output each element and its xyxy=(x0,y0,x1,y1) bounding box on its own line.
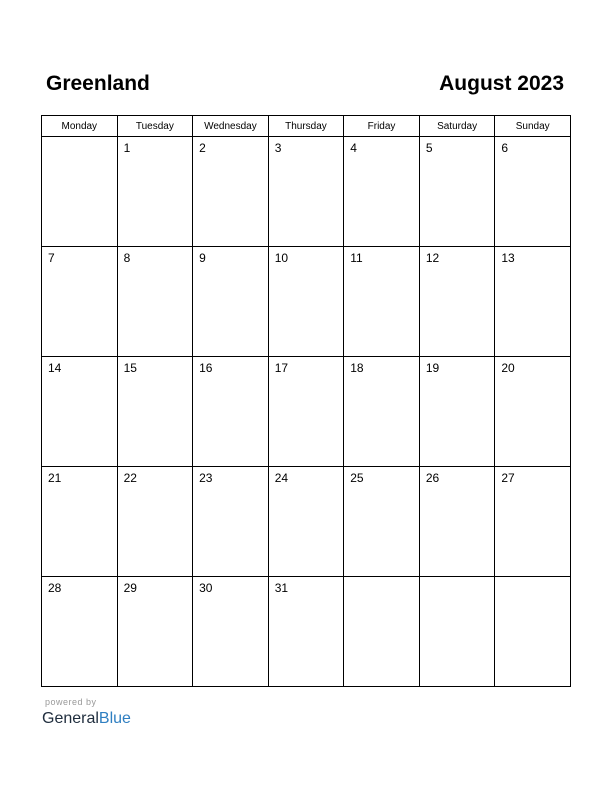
week-row xyxy=(42,137,571,247)
day-cell xyxy=(268,467,344,577)
day-cell xyxy=(268,137,344,247)
day-cell xyxy=(268,357,344,467)
day-number: 20 xyxy=(501,361,515,375)
day-number: 15 xyxy=(123,361,137,375)
day-cell xyxy=(42,247,118,357)
day-number: 18 xyxy=(350,361,364,375)
day-cell xyxy=(495,357,571,467)
week-row xyxy=(42,357,571,467)
day-cell xyxy=(193,137,269,247)
day-number: 28 xyxy=(48,581,62,595)
day-number xyxy=(344,577,419,581)
day-cell xyxy=(419,577,495,687)
day-cell xyxy=(268,577,344,687)
day-number: 10 xyxy=(274,251,289,265)
day-cell xyxy=(419,247,495,357)
weekday-header: Thursday xyxy=(268,116,344,137)
day-number: 5 xyxy=(425,141,433,155)
day-number: 26 xyxy=(425,471,440,485)
day-cell xyxy=(495,247,571,357)
day-number: 21 xyxy=(48,471,62,485)
day-cell xyxy=(193,467,269,577)
week-row xyxy=(42,467,571,577)
day-number: 16 xyxy=(199,361,213,375)
day-cell xyxy=(419,357,495,467)
day-number: 7 xyxy=(48,251,55,265)
day-cell xyxy=(117,577,193,687)
day-number: 17 xyxy=(274,361,289,375)
day-cell xyxy=(344,357,420,467)
brand-general-text: General xyxy=(42,710,99,727)
weekday-header: Tuesday xyxy=(117,116,193,137)
weekday-header: Monday xyxy=(42,116,118,137)
day-cell xyxy=(495,137,571,247)
day-cell xyxy=(344,137,420,247)
day-number: 4 xyxy=(350,141,357,155)
day-cell xyxy=(344,577,420,687)
day-number: 1 xyxy=(123,141,131,155)
day-number xyxy=(420,577,495,581)
weekday-header: Friday xyxy=(344,116,420,137)
day-number: 11 xyxy=(350,251,363,265)
week-row xyxy=(42,577,571,687)
day-number: 12 xyxy=(425,251,440,265)
day-number: 3 xyxy=(274,141,282,155)
day-number: 25 xyxy=(350,471,364,485)
day-number: 27 xyxy=(501,471,515,485)
day-number xyxy=(495,577,570,581)
brand-blue-text: Blue xyxy=(98,710,131,727)
day-number: 30 xyxy=(199,581,213,595)
day-number: 29 xyxy=(123,581,137,595)
day-cell xyxy=(117,467,193,577)
weekday-header: Sunday xyxy=(495,116,571,137)
day-number xyxy=(42,137,117,141)
day-number: 22 xyxy=(123,471,137,485)
day-cell xyxy=(117,247,193,357)
day-cell xyxy=(42,467,118,577)
day-cell xyxy=(193,357,269,467)
month-year-title: August 2023 xyxy=(439,72,564,95)
day-cell xyxy=(193,247,269,357)
day-cell xyxy=(495,467,571,577)
day-number: 31 xyxy=(274,581,289,595)
day-cell xyxy=(495,577,571,687)
country-title: Greenland xyxy=(46,72,150,95)
week-row xyxy=(42,247,571,357)
generalblue-logo xyxy=(42,709,131,729)
powered-by-text: powered by xyxy=(45,697,97,707)
day-cell xyxy=(268,247,344,357)
weekday-header-row xyxy=(42,116,571,137)
weekday-header: Saturday xyxy=(419,116,495,137)
day-cell xyxy=(344,467,420,577)
day-cell xyxy=(117,357,193,467)
day-number: 2 xyxy=(199,141,206,155)
day-number: 13 xyxy=(501,251,515,265)
day-number: 23 xyxy=(199,471,213,485)
day-number: 24 xyxy=(274,471,289,485)
weekday-header: Wednesday xyxy=(193,116,269,137)
day-number: 8 xyxy=(123,251,131,265)
day-cell xyxy=(42,137,118,247)
day-cell xyxy=(193,577,269,687)
day-cell xyxy=(419,137,495,247)
day-cell xyxy=(42,357,118,467)
day-number: 9 xyxy=(199,251,206,265)
day-cell xyxy=(42,577,118,687)
footer-branding xyxy=(42,697,131,729)
day-number: 6 xyxy=(501,141,509,155)
day-cell xyxy=(419,467,495,577)
calendar-grid xyxy=(41,115,571,687)
day-cell xyxy=(117,137,193,247)
day-number: 19 xyxy=(425,361,440,375)
day-number: 14 xyxy=(48,361,62,375)
day-cell xyxy=(344,247,420,357)
